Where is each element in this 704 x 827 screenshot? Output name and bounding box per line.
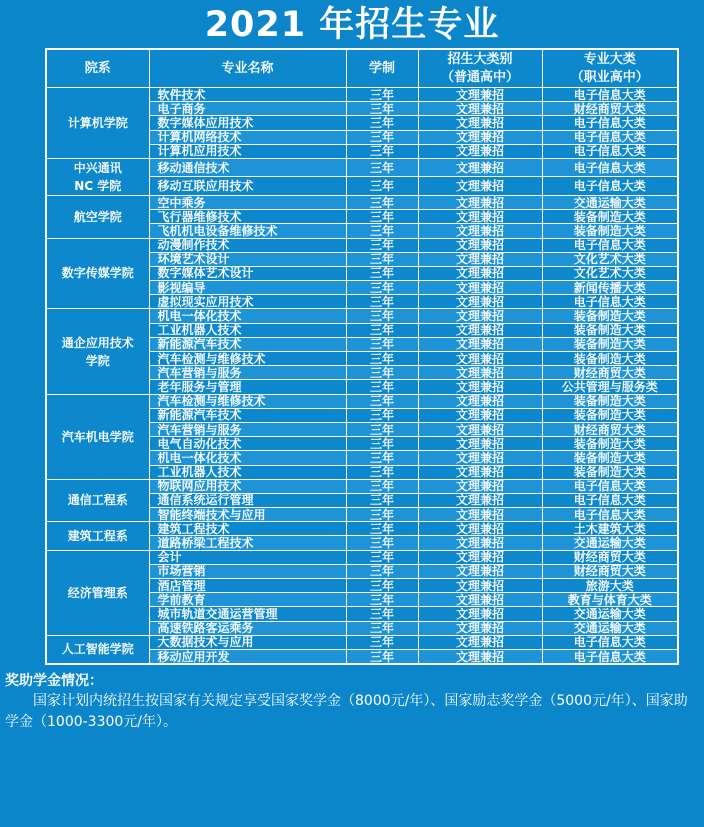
duration-cell: 三年: [346, 437, 418, 451]
category-cell: 文理兼招: [418, 130, 542, 144]
vocational-category-cell: 文化艺术大类: [542, 266, 678, 280]
major-cell: 通信系统运行管理: [149, 493, 346, 507]
category-cell: 文理兼招: [418, 266, 542, 280]
duration-cell: 三年: [346, 210, 418, 224]
category-cell: 文理兼招: [418, 536, 542, 550]
major-cell: 工业机器人技术: [149, 323, 346, 337]
category-cell: 文理兼招: [418, 337, 542, 351]
major-cell: 城市轨道交通运营管理: [149, 607, 346, 621]
vocational-category-cell: 交通运输大类: [542, 195, 678, 209]
major-cell: 建筑工程技术: [149, 522, 346, 536]
vocational-category-cell: 交通运输大类: [542, 607, 678, 621]
category-cell: 文理兼招: [418, 238, 542, 252]
duration-cell: 三年: [346, 116, 418, 130]
vocational-category-cell: 财经商贸大类: [542, 366, 678, 380]
major-cell: 移动应用开发: [149, 649, 346, 664]
duration-cell: 三年: [346, 366, 418, 380]
header-category: [418, 49, 542, 88]
duration-cell: 三年: [346, 536, 418, 550]
duration-cell: 三年: [346, 252, 418, 266]
category-cell: 文理兼招: [418, 564, 542, 578]
vocational-category-cell: 电子信息大类: [542, 88, 678, 102]
category-cell: 文理兼招: [418, 281, 542, 295]
major-cell: 汽车检测与维修技术: [149, 352, 346, 366]
category-cell: 文理兼招: [418, 366, 542, 380]
category-cell: 文理兼招: [418, 210, 542, 224]
major-cell: 工业机器人技术: [149, 465, 346, 479]
major-cell: 酒店管理: [149, 579, 346, 593]
duration-cell: 三年: [346, 195, 418, 209]
table-row: [46, 158, 678, 177]
category-cell: 文理兼招: [418, 522, 542, 536]
vocational-category-cell: 电子信息大类: [542, 238, 678, 252]
department-cell: 建筑工程系: [46, 522, 149, 550]
vocational-category-cell: 装备制造大类: [542, 465, 678, 479]
major-cell: 大数据技术与应用: [149, 635, 346, 649]
header-major: [149, 49, 346, 88]
category-cell: 文理兼招: [418, 177, 542, 196]
category-cell: 文理兼招: [418, 352, 542, 366]
major-cell: 道路桥梁工程技术: [149, 536, 346, 550]
category-cell: 文理兼招: [418, 252, 542, 266]
table-row: [46, 88, 678, 102]
header-vocational: [542, 49, 678, 88]
duration-cell: 三年: [346, 621, 418, 635]
major-cell: 计算机应用技术: [149, 144, 346, 158]
vocational-category-cell: 土木建筑大类: [542, 522, 678, 536]
category-cell: 文理兼招: [418, 593, 542, 607]
duration-cell: 三年: [346, 479, 418, 493]
vocational-category-cell: 装备制造大类: [542, 394, 678, 408]
duration-cell: 三年: [346, 337, 418, 351]
category-cell: 文理兼招: [418, 493, 542, 507]
major-cell: 软件技术: [149, 88, 346, 102]
vocational-category-cell: 财经商贸大类: [542, 564, 678, 578]
majors-table-body: [46, 88, 678, 665]
category-cell: 文理兼招: [418, 607, 542, 621]
major-cell: 汽车检测与维修技术: [149, 394, 346, 408]
category-cell: 文理兼招: [418, 579, 542, 593]
vocational-category-cell: 电子信息大类: [542, 635, 678, 649]
duration-cell: 三年: [346, 266, 418, 280]
header-major-label: 专业名称: [221, 60, 274, 76]
category-cell: 文理兼招: [418, 408, 542, 422]
table-row: [46, 550, 678, 564]
duration-cell: 三年: [346, 380, 418, 394]
header-row: [46, 49, 678, 88]
category-cell: 文理兼招: [418, 451, 542, 465]
duration-cell: 三年: [346, 295, 418, 309]
department-cell: 汽车机电学院: [46, 394, 149, 479]
major-cell: 环境艺术设计: [149, 252, 346, 266]
category-cell: 文理兼招: [418, 621, 542, 635]
major-cell: 虚拟现实应用技术: [149, 295, 346, 309]
table-row: [46, 309, 678, 323]
category-cell: 文理兼招: [418, 394, 542, 408]
department-cell: 计算机学院: [46, 88, 149, 159]
duration-cell: 三年: [346, 224, 418, 238]
major-cell: 汽车营销与服务: [149, 366, 346, 380]
table-row: [46, 635, 678, 649]
major-cell: 电子商务: [149, 102, 346, 116]
duration-cell: 三年: [346, 493, 418, 507]
major-cell: 电气自动化技术: [149, 437, 346, 451]
department-cell: 人工智能学院: [46, 635, 149, 664]
category-cell: 文理兼招: [418, 102, 542, 116]
duration-cell: 三年: [346, 579, 418, 593]
vocational-category-cell: 电子信息大类: [542, 295, 678, 309]
vocational-category-cell: 电子信息大类: [542, 116, 678, 130]
vocational-category-cell: 电子信息大类: [542, 508, 678, 522]
duration-cell: 三年: [346, 635, 418, 649]
duration-cell: 三年: [346, 323, 418, 337]
header-category-line2: （普通高中）: [440, 69, 519, 85]
duration-cell: 三年: [346, 550, 418, 564]
duration-cell: 三年: [346, 177, 418, 196]
category-cell: 文理兼招: [418, 309, 542, 323]
vocational-category-cell: 装备制造大类: [542, 309, 678, 323]
table-row: [46, 479, 678, 493]
major-cell: 物联网应用技术: [149, 479, 346, 493]
category-cell: 文理兼招: [418, 116, 542, 130]
vocational-category-cell: 电子信息大类: [542, 158, 678, 177]
vocational-category-cell: 电子信息大类: [542, 493, 678, 507]
duration-cell: 三年: [346, 564, 418, 578]
vocational-category-cell: 交通运输大类: [542, 621, 678, 635]
header-vocational-line2: （职业高中）: [570, 69, 649, 85]
table-row: [46, 522, 678, 536]
duration-cell: 三年: [346, 649, 418, 664]
category-cell: 文理兼招: [418, 144, 542, 158]
duration-cell: 三年: [346, 465, 418, 479]
duration-cell: 三年: [346, 522, 418, 536]
major-cell: 新能源汽车技术: [149, 337, 346, 351]
major-cell: 智能终端技术与应用: [149, 508, 346, 522]
major-cell: 移动互联应用技术: [149, 177, 346, 196]
vocational-category-cell: 文化艺术大类: [542, 252, 678, 266]
category-cell: 文理兼招: [418, 508, 542, 522]
duration-cell: 三年: [346, 451, 418, 465]
duration-cell: 三年: [346, 309, 418, 323]
vocational-category-cell: 装备制造大类: [542, 210, 678, 224]
vocational-category-cell: 电子信息大类: [542, 479, 678, 493]
major-cell: 动漫制作技术: [149, 238, 346, 252]
scholarship-heading: 奖助学金情况：: [5, 673, 103, 690]
major-cell: 计算机网络技术: [149, 130, 346, 144]
major-cell: 飞机机电设备维修技术: [149, 224, 346, 238]
header-department-label: 院系: [84, 60, 111, 76]
major-cell: 学前教育: [149, 593, 346, 607]
duration-cell: 三年: [346, 102, 418, 116]
majors-table: [45, 48, 679, 665]
department-cell: 通信工程系: [46, 479, 149, 522]
duration-cell: 三年: [346, 130, 418, 144]
category-cell: 文理兼招: [418, 649, 542, 664]
vocational-category-cell: 装备制造大类: [542, 408, 678, 422]
duration-cell: 三年: [346, 508, 418, 522]
major-cell: 空中乘务: [149, 195, 346, 209]
table-row: [46, 394, 678, 408]
category-cell: 文理兼招: [418, 380, 542, 394]
category-cell: 文理兼招: [418, 422, 542, 436]
vocational-category-cell: 旅游大类: [542, 579, 678, 593]
category-cell: 文理兼招: [418, 88, 542, 102]
category-cell: 文理兼招: [418, 295, 542, 309]
vocational-category-cell: 装备制造大类: [542, 451, 678, 465]
vocational-category-cell: 新闻传播大类: [542, 281, 678, 295]
vocational-category-cell: 电子信息大类: [542, 130, 678, 144]
duration-cell: 三年: [346, 607, 418, 621]
vocational-category-cell: 交通运输大类: [542, 536, 678, 550]
vocational-category-cell: 电子信息大类: [542, 649, 678, 664]
category-cell: 文理兼招: [418, 635, 542, 649]
category-cell: 文理兼招: [418, 465, 542, 479]
major-cell: 机电一体化技术: [149, 309, 346, 323]
vocational-category-cell: 电子信息大类: [542, 144, 678, 158]
major-cell: 飞行器维修技术: [149, 210, 346, 224]
vocational-category-cell: 装备制造大类: [542, 437, 678, 451]
major-cell: 移动通信技术: [149, 158, 346, 177]
duration-cell: 三年: [346, 394, 418, 408]
header-vocational-line1: 专业大类: [583, 51, 636, 67]
major-cell: 高速铁路客运乘务: [149, 621, 346, 635]
category-cell: 文理兼招: [418, 224, 542, 238]
scholarship-text: 国家计划内统招生按国家有关规定享受国家奖学金（8000元/年）、国家励志奖学金（5000元/年）、国家助学金（1000-3300元/年）。: [5, 693, 688, 730]
major-cell: 老年服务与管理: [149, 380, 346, 394]
header-duration: [346, 49, 418, 88]
category-cell: 文理兼招: [418, 479, 542, 493]
duration-cell: 三年: [346, 158, 418, 177]
vocational-category-cell: 教育与体育大类: [542, 593, 678, 607]
duration-cell: 三年: [346, 88, 418, 102]
page-title: 2021 年招生专业: [204, 5, 500, 45]
major-cell: 数字媒体应用技术: [149, 116, 346, 130]
table-row: [46, 195, 678, 209]
vocational-category-cell: 财经商贸大类: [542, 550, 678, 564]
scholarship-section: [0, 665, 704, 732]
table-row: [46, 238, 678, 252]
vocational-category-cell: 装备制造大类: [542, 323, 678, 337]
majors-table-header: [46, 49, 678, 88]
vocational-category-cell: 公共管理与服务类: [542, 380, 678, 394]
department-cell: 经济管理系: [46, 550, 149, 635]
category-cell: 文理兼招: [418, 158, 542, 177]
duration-cell: 三年: [346, 144, 418, 158]
duration-cell: 三年: [346, 281, 418, 295]
header-duration-label: 学制: [368, 60, 395, 76]
category-cell: 文理兼招: [418, 323, 542, 337]
vocational-category-cell: 装备制造大类: [542, 224, 678, 238]
department-cell: 通企应用技术 学院: [46, 309, 149, 394]
major-cell: 数字媒体艺术设计: [149, 266, 346, 280]
major-cell: 汽车营销与服务: [149, 422, 346, 436]
vocational-category-cell: 财经商贸大类: [542, 102, 678, 116]
category-cell: 文理兼招: [418, 550, 542, 564]
vocational-category-cell: 装备制造大类: [542, 352, 678, 366]
duration-cell: 三年: [346, 422, 418, 436]
header-category-line1: 招生大类别: [447, 51, 513, 67]
vocational-category-cell: 电子信息大类: [542, 177, 678, 196]
category-cell: 文理兼招: [418, 437, 542, 451]
vocational-category-cell: 装备制造大类: [542, 337, 678, 351]
major-cell: 新能源汽车技术: [149, 408, 346, 422]
major-cell: 市场营销: [149, 564, 346, 578]
vocational-category-cell: 财经商贸大类: [542, 422, 678, 436]
duration-cell: 三年: [346, 238, 418, 252]
duration-cell: 三年: [346, 408, 418, 422]
major-cell: 机电一体化技术: [149, 451, 346, 465]
department-cell: 数字传媒学院: [46, 238, 149, 309]
duration-cell: 三年: [346, 352, 418, 366]
department-cell: 航空学院: [46, 195, 149, 238]
duration-cell: 三年: [346, 593, 418, 607]
department-cell: 中兴通讯 NC 学院: [46, 158, 149, 195]
major-cell: 会计: [149, 550, 346, 564]
major-cell: 影视编导: [149, 281, 346, 295]
header-department: [46, 49, 149, 88]
category-cell: 文理兼招: [418, 195, 542, 209]
